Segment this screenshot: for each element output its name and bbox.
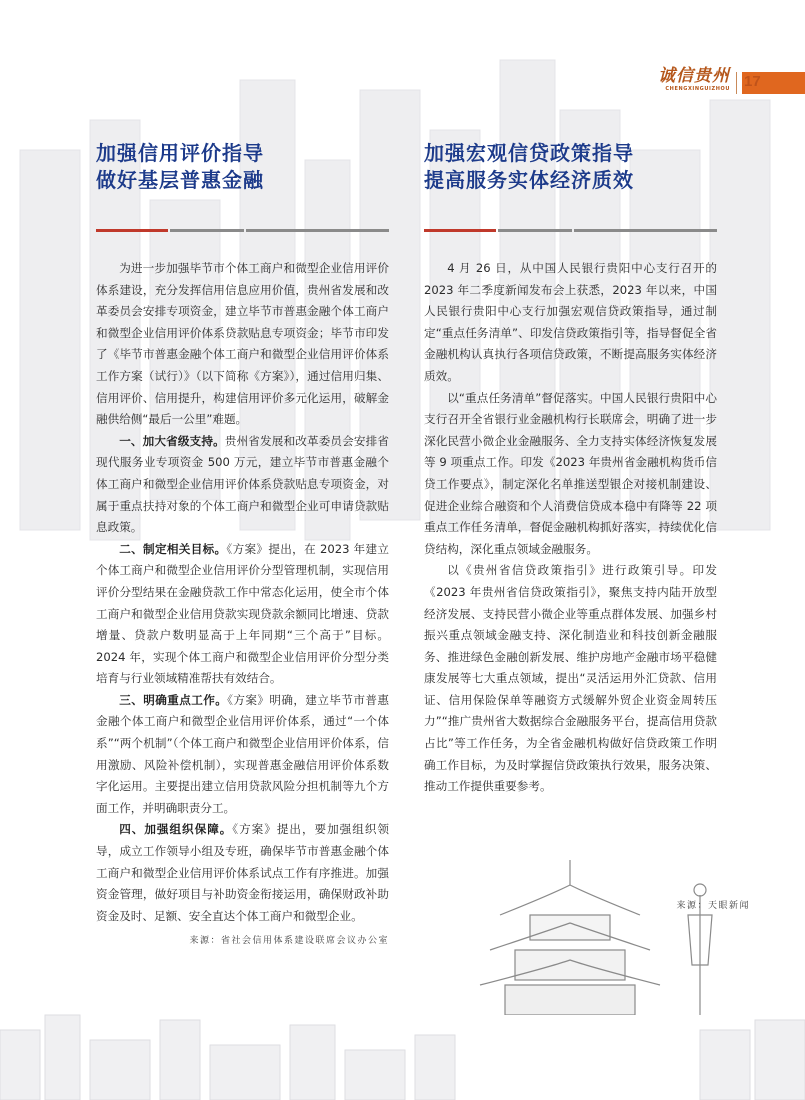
section-lead: 二、制定相关目标。 <box>119 541 227 556</box>
section-lead: 一、加大省级支持。 <box>119 433 225 448</box>
brand-name: 诚信贵州 <box>658 66 730 86</box>
article-paragraph: 四、加强组织保障。《方案》提出，要加强组织领导，成立工作领导小组及专班，确保毕节市普惠金融个体工商户和微型企业信用评价体系试点工作有序推进。加强资金管理，做好项目与补助资金衔接运用，确保财政补助资金及时、足额、安全直达个体工商户和微型企业。 <box>96 822 389 923</box>
brand-logo <box>652 66 730 100</box>
right-headline-line2: 提高服务实体经济质效 <box>424 168 634 192</box>
right-headline-line1: 加强宏观信贷政策指导 <box>424 141 634 165</box>
page-number: 17 <box>744 73 761 90</box>
left-article <box>96 140 389 946</box>
section-lead: 四、加强组织保障。 <box>119 822 233 837</box>
right-headline <box>424 140 717 194</box>
bottom-skyline <box>0 990 805 1100</box>
left-headline <box>96 140 389 194</box>
left-headline-line1: 加强信用评价指导 <box>96 141 264 165</box>
right-source: 来源：天眼新闻 <box>676 901 750 911</box>
article-paragraph: 二、制定相关目标。《方案》提出，在 2023 年建立个体工商户和微型企业信用评价分型管理机制，实现信用评价分型结果在金融贷款工作中常态化运用，使全市个体工商户和微型企业信用贷款实现贷款余额同比增速、贷款增量、贷款户数明显高于上年同期“三个高于”目标。2024 年，实现个体工商户和微型企业信用评价分型分类培育与行业领域精准帮扶有效结合。 <box>96 541 389 686</box>
article-paragraph: 三、明确重点工作。《方案》明确，建立毕节市普惠金融个体工商户和微型企业信用评价体系，通过“一个体系”“两个机制”（个体工商户和微型企业信用评价体系，信用激励、风险补偿机制），实现普惠金融信用评价体系数字化运用。主要提出建立信用贷款风险分担机制等九个方面工作，并明确职责分工。 <box>96 692 389 815</box>
left-headline-line2: 做好基层普惠金融 <box>96 168 264 192</box>
article-paragraph: 4 月 26 日，从中国人民银行贵阳中心支行召开的 2023 年二季度新闻发布会上获悉，2023 年以来，中国人民银行贵阳中心支行加强宏观信贷政策指导，通过制定“重点任务清单”、印发信贷政策指引等，指导督促全省金融机构认真执行各项信贷政策，不断提高服务实体经济质效。 <box>424 261 717 383</box>
article-paragraph: 以《贵州省信贷政策指引》进行政策引导。印发《2023 年贵州省信贷政策指引》，聚焦支持内陆开放型经济发展、支持民营小微企业等重点群体发展、加强乡村振兴重点领域金融支持、深化制造业和科技创新金融服务、推进绿色金融创新发展、维护房地产金融市场平稳健康发展等七大重点领域，提出“灵活运用外汇贷款、信用证、信用保险保单等融资方式缓解外贸企业资金周转压力”“推广贵州省大数据综合金融服务平台，提高信用贷款占比”等工作任务，为全省金融机构做好信贷政策工作明确工作目标，为及时掌握信贷政策执行效果，服务决策、推动工作提供重要参考。 <box>424 563 717 794</box>
brand-name-en: CHENGXINGUIZHOU <box>665 86 730 92</box>
article-paragraph: 为进一步加强毕节市个体工商户和微型企业信用评价体系建设，充分发挥信用信息应用价值，贵州省发展和改革委员会安排专项资金，建立毕节市普惠金融个体工商户和微型企业信用评价体系贷款贴息专项资金；毕节市印发了《毕节市普惠金融个体工商户和微型企业信用评价体系工作方案（试行）》（以下简称《方案》），通过信用归集、信用评价、信用提升，构建信用评价多元化运用，破解金融供给侧“最后一公里”难题。 <box>96 261 389 427</box>
headline-rule <box>96 229 389 232</box>
header-divider <box>736 72 737 94</box>
headline-rule <box>424 229 717 232</box>
section-lead: 三、明确重点工作。 <box>119 692 228 707</box>
left-source: 来源：省社会信用体系建设联席会议办公室 <box>189 936 389 947</box>
article-paragraph: 一、加大省级支持。贵州省发展和改革委员会安排省现代服务业专项资金 500 万元，建立毕节市普惠金融个体工商户和微型企业信用评价体系贷款贴息专项资金，对属于重点扶持对象的个体工商户和微型企业可申请贷款贴息政策。 <box>96 433 389 535</box>
article-paragraph: 以“重点任务清单”督促落实。中国人民银行贵阳中心支行召开全省银行业金融机构行长联席会，明确了进一步深化民营小微企业金融服务、全力支持实体经济恢复发展等 9 项重点工作。印发《2023 年贵州省金融机构货币信贷工作要点》，制定深化名单推送型银企对接机制建设、促进企业综合融资和个人消费信贷成本稳中有降等 22 项重点工作任务清单，督促金融机构抓好落实，持续优化信贷结构，深化重点领域金融服务。 <box>424 390 717 556</box>
right-article <box>424 140 717 798</box>
